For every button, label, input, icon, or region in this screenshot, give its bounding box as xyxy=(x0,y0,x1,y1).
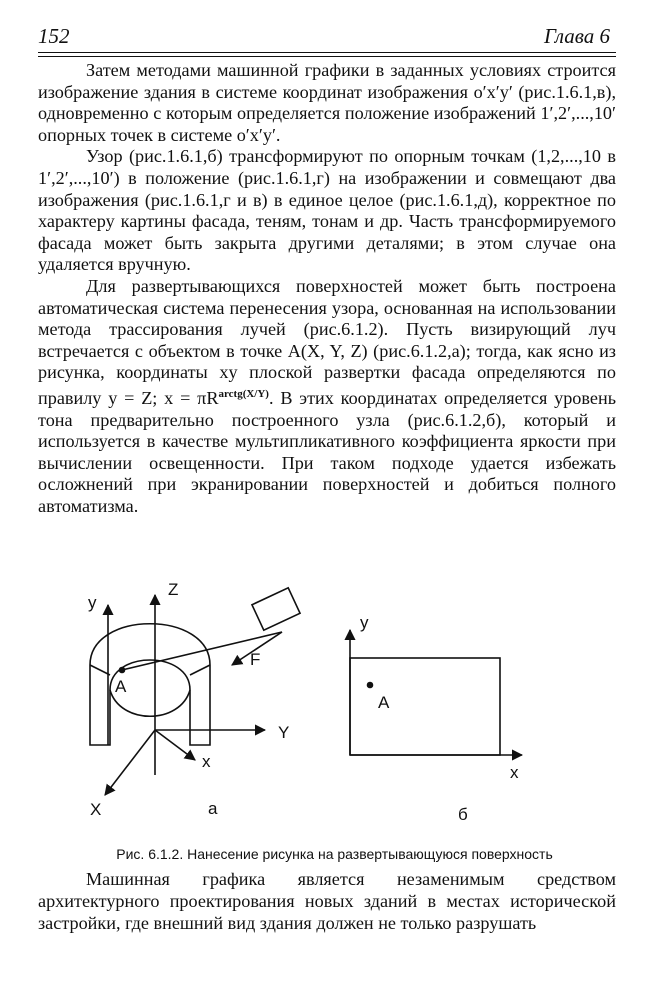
chapter-title: Глава 6 xyxy=(544,24,610,48)
paragraph-2: Узор (рис.1.6.1,б) трансформируют по опорным точкам (1,2,...,10 в 1′,2′,...,10′) в положение (рис.1.6.1,г) на изображении и совмещают два изображения (рис.1.6.1,г и в) в единое целое (рис.1.6.1,д), корректное по характеру картины фасада, теням, тонам и др. Часть трансформируемого фасада может быть закрыта другими деталями; в этом случае она удаляется вручную. xyxy=(38,146,616,275)
label-X: X xyxy=(90,800,102,819)
right-label-A: A xyxy=(378,693,390,712)
label-x: x xyxy=(202,752,211,771)
page-header xyxy=(38,18,616,50)
body-text xyxy=(38,60,616,518)
right-point-a xyxy=(368,683,373,688)
figure-caption: Рис. 6.1.2. Нанесение рисунка на развертывающуюся поверхность xyxy=(116,846,553,862)
header-rule xyxy=(38,52,616,57)
right-label-x: x xyxy=(510,763,519,782)
label-y: y xyxy=(88,593,97,612)
sublabel-a: а xyxy=(208,799,218,818)
right-diagram xyxy=(350,630,522,755)
label-F: F xyxy=(250,650,261,669)
label-Z: Z xyxy=(168,580,179,599)
label-A: A xyxy=(115,677,127,696)
paragraph-3-text-a: Для развертывающихся поверхностей может быть построена автоматическая система перенесения узора, основанная на использовании метода трассирования лучей (рис.6.1.2). Пусть визирующий луч встречается с объектом в точке A(X, Y, Z) (рис.6.1.2,а); тогда, как ясно из рисунка, координаты xy плоской развертки фасада определяются по правилу y = Z; x = πR xyxy=(38,275,616,408)
right-label-y: y xyxy=(360,613,369,632)
sublabel-b: б xyxy=(458,805,468,824)
paragraph-4: Машинная графика является незаменимым средством архитектурного проектирования новых зданий в местах исторической застройки, где внешний вид здания должен не только разрушать xyxy=(38,869,616,933)
paragraph-1: Затем методами машинной графики в заданных условиях строится изображение здания в системе координат изображения o′x′y′ (рис.1.6.1,в), одновременно с которым определяется положение изображений 1′,2′,...,10′ опорных точек в системе o′x′y′. xyxy=(38,60,616,145)
viewer-box xyxy=(252,588,300,630)
label-Y: Y xyxy=(278,723,290,742)
development-rect xyxy=(350,658,500,755)
page-number: 152 xyxy=(38,24,70,48)
paragraph-3 xyxy=(38,276,616,518)
formula-exponent: arctg(X/Y) xyxy=(218,387,269,400)
paragraph-3-text-b: . В этих координатах определяется уровень тона предварительно построенного узла (рис.6.1.2,б), который и используется в качестве мультипликативного коэффициента яркости при вычислении освещенности. При таком подходе удается избежать осложнений при экранировании поверхностей и добиться полного автоматизма. xyxy=(38,387,616,516)
figure-6-1-2 xyxy=(60,570,580,845)
point-a xyxy=(120,668,125,673)
left-labels xyxy=(88,580,289,819)
right-labels xyxy=(360,613,519,824)
x-axis xyxy=(105,730,155,795)
x-axis-local xyxy=(155,730,195,760)
